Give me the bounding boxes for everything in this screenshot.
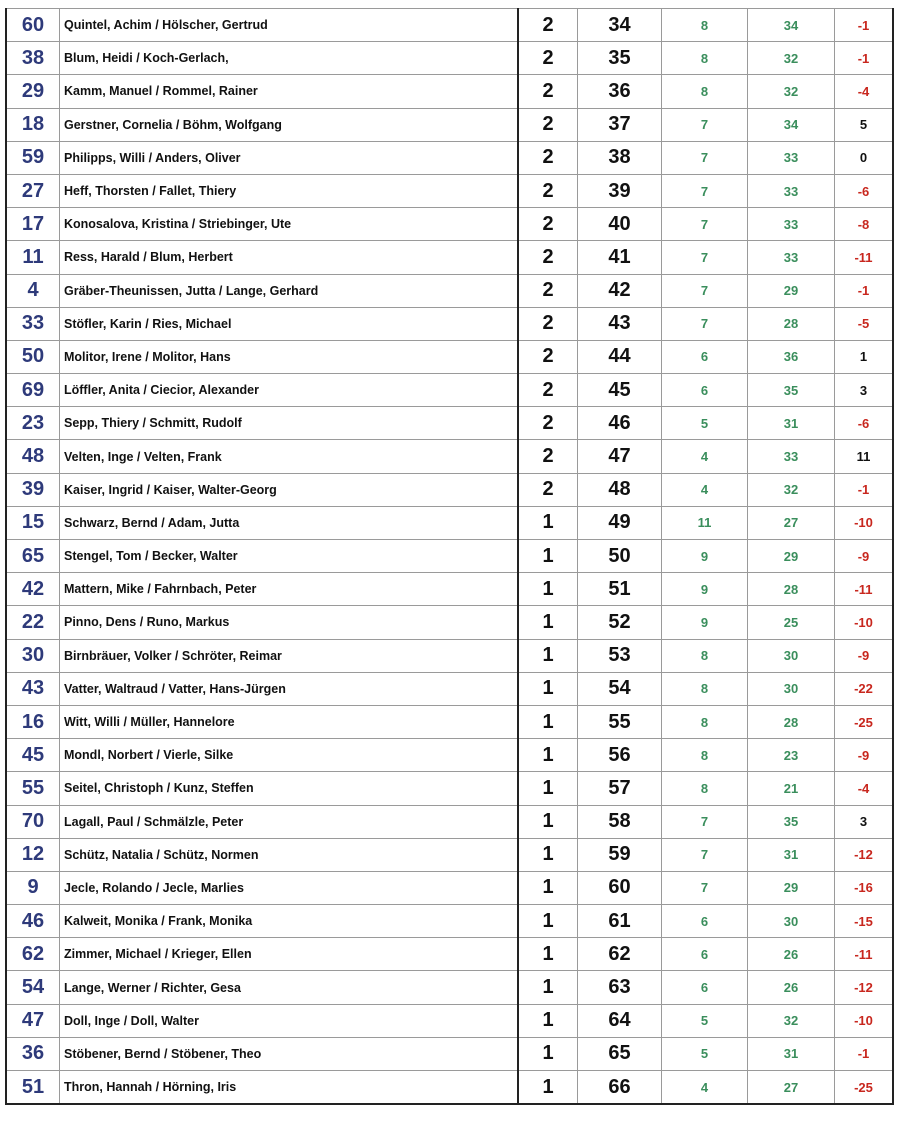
wins-cell: 4 <box>662 473 748 506</box>
score-cell: 27 <box>748 1071 835 1105</box>
score-cell: 30 <box>748 672 835 705</box>
team-number-cell: 11 <box>6 241 60 274</box>
difference-cell: -6 <box>835 407 894 440</box>
score-cell: 36 <box>748 340 835 373</box>
team-names-cell: Kamm, Manuel / Rommel, Rainer <box>60 75 519 108</box>
team-number-cell: 42 <box>6 573 60 606</box>
score-cell: 35 <box>748 374 835 407</box>
table-row <box>6 208 893 241</box>
team-number-cell: 4 <box>6 274 60 307</box>
team-names-cell: Kalweit, Monika / Frank, Monika <box>60 905 519 938</box>
rank-cell: 43 <box>578 307 662 340</box>
table-row <box>6 540 893 573</box>
team-names-cell: Zimmer, Michael / Krieger, Ellen <box>60 938 519 971</box>
score-cell: 29 <box>748 871 835 904</box>
table-row <box>6 506 893 539</box>
score-cell: 32 <box>748 1004 835 1037</box>
difference-cell: -11 <box>835 573 894 606</box>
points-cell: 1 <box>518 506 578 539</box>
rank-cell: 66 <box>578 1071 662 1105</box>
table-row <box>6 1071 893 1105</box>
rank-cell: 39 <box>578 174 662 207</box>
team-names-cell: Schütz, Natalia / Schütz, Normen <box>60 838 519 871</box>
team-names-cell: Lange, Werner / Richter, Gesa <box>60 971 519 1004</box>
results-body <box>6 9 893 1105</box>
team-number-cell: 27 <box>6 174 60 207</box>
difference-cell: -11 <box>835 241 894 274</box>
score-cell: 25 <box>748 606 835 639</box>
score-cell: 34 <box>748 9 835 42</box>
table-row <box>6 9 893 42</box>
rank-cell: 41 <box>578 241 662 274</box>
difference-cell: -4 <box>835 772 894 805</box>
difference-cell: -10 <box>835 506 894 539</box>
table-row <box>6 407 893 440</box>
rank-cell: 64 <box>578 1004 662 1037</box>
difference-cell: 3 <box>835 374 894 407</box>
wins-cell: 7 <box>662 274 748 307</box>
points-cell: 2 <box>518 241 578 274</box>
team-names-cell: Gerstner, Cornelia / Böhm, Wolfgang <box>60 108 519 141</box>
rank-cell: 56 <box>578 739 662 772</box>
results-table <box>5 8 894 1105</box>
team-number-cell: 47 <box>6 1004 60 1037</box>
score-cell: 28 <box>748 705 835 738</box>
team-number-cell: 43 <box>6 672 60 705</box>
table-row <box>6 75 893 108</box>
rank-cell: 40 <box>578 208 662 241</box>
team-number-cell: 22 <box>6 606 60 639</box>
team-names-cell: Mattern, Mike / Fahrnbach, Peter <box>60 573 519 606</box>
table-row <box>6 241 893 274</box>
score-cell: 21 <box>748 772 835 805</box>
difference-cell: -8 <box>835 208 894 241</box>
table-row <box>6 938 893 971</box>
points-cell: 2 <box>518 208 578 241</box>
score-cell: 30 <box>748 639 835 672</box>
table-row <box>6 639 893 672</box>
wins-cell: 8 <box>662 772 748 805</box>
team-number-cell: 59 <box>6 141 60 174</box>
team-names-cell: Molitor, Irene / Molitor, Hans <box>60 340 519 373</box>
wins-cell: 6 <box>662 374 748 407</box>
wins-cell: 5 <box>662 1004 748 1037</box>
team-number-cell: 48 <box>6 440 60 473</box>
team-number-cell: 65 <box>6 540 60 573</box>
difference-cell: -10 <box>835 1004 894 1037</box>
team-number-cell: 60 <box>6 9 60 42</box>
rank-cell: 47 <box>578 440 662 473</box>
team-names-cell: Stöfler, Karin / Ries, Michael <box>60 307 519 340</box>
wins-cell: 7 <box>662 871 748 904</box>
score-cell: 33 <box>748 141 835 174</box>
team-number-cell: 45 <box>6 739 60 772</box>
difference-cell: 1 <box>835 340 894 373</box>
table-row <box>6 374 893 407</box>
score-cell: 27 <box>748 506 835 539</box>
score-cell: 29 <box>748 274 835 307</box>
difference-cell: -22 <box>835 672 894 705</box>
points-cell: 2 <box>518 340 578 373</box>
wins-cell: 7 <box>662 141 748 174</box>
points-cell: 1 <box>518 838 578 871</box>
team-names-cell: Ress, Harald / Blum, Herbert <box>60 241 519 274</box>
wins-cell: 6 <box>662 340 748 373</box>
wins-cell: 5 <box>662 1037 748 1070</box>
difference-cell: -9 <box>835 739 894 772</box>
rank-cell: 45 <box>578 374 662 407</box>
wins-cell: 8 <box>662 705 748 738</box>
team-names-cell: Jecle, Rolando / Jecle, Marlies <box>60 871 519 904</box>
points-cell: 2 <box>518 307 578 340</box>
score-cell: 31 <box>748 1037 835 1070</box>
team-number-cell: 36 <box>6 1037 60 1070</box>
points-cell: 2 <box>518 440 578 473</box>
rank-cell: 34 <box>578 9 662 42</box>
wins-cell: 8 <box>662 42 748 75</box>
difference-cell: -4 <box>835 75 894 108</box>
wins-cell: 7 <box>662 174 748 207</box>
team-names-cell: Stengel, Tom / Becker, Walter <box>60 540 519 573</box>
points-cell: 1 <box>518 772 578 805</box>
team-names-cell: Heff, Thorsten / Fallet, Thiery <box>60 174 519 207</box>
rank-cell: 36 <box>578 75 662 108</box>
rank-cell: 57 <box>578 772 662 805</box>
score-cell: 28 <box>748 307 835 340</box>
rank-cell: 54 <box>578 672 662 705</box>
rank-cell: 65 <box>578 1037 662 1070</box>
table-row <box>6 606 893 639</box>
score-cell: 29 <box>748 540 835 573</box>
table-row <box>6 274 893 307</box>
team-number-cell: 16 <box>6 705 60 738</box>
points-cell: 1 <box>518 1037 578 1070</box>
points-cell: 2 <box>518 42 578 75</box>
table-row <box>6 1004 893 1037</box>
difference-cell: -25 <box>835 1071 894 1105</box>
team-names-cell: Lagall, Paul / Schmälzle, Peter <box>60 805 519 838</box>
team-names-cell: Velten, Inge / Velten, Frank <box>60 440 519 473</box>
team-names-cell: Seitel, Christoph / Kunz, Steffen <box>60 772 519 805</box>
points-cell: 2 <box>518 108 578 141</box>
wins-cell: 7 <box>662 307 748 340</box>
team-number-cell: 9 <box>6 871 60 904</box>
score-cell: 31 <box>748 407 835 440</box>
table-row <box>6 573 893 606</box>
wins-cell: 6 <box>662 905 748 938</box>
team-names-cell: Pinno, Dens / Runo, Markus <box>60 606 519 639</box>
table-row <box>6 672 893 705</box>
table-row <box>6 838 893 871</box>
rank-cell: 50 <box>578 540 662 573</box>
score-cell: 32 <box>748 42 835 75</box>
wins-cell: 9 <box>662 573 748 606</box>
rank-cell: 35 <box>578 42 662 75</box>
difference-cell: -12 <box>835 838 894 871</box>
points-cell: 1 <box>518 540 578 573</box>
points-cell: 1 <box>518 938 578 971</box>
points-cell: 1 <box>518 805 578 838</box>
team-number-cell: 55 <box>6 772 60 805</box>
difference-cell: -10 <box>835 606 894 639</box>
team-number-cell: 33 <box>6 307 60 340</box>
points-cell: 1 <box>518 971 578 1004</box>
score-cell: 33 <box>748 241 835 274</box>
points-cell: 2 <box>518 407 578 440</box>
team-names-cell: Thron, Hannah / Hörning, Iris <box>60 1071 519 1105</box>
score-cell: 33 <box>748 174 835 207</box>
team-number-cell: 12 <box>6 838 60 871</box>
table-row <box>6 473 893 506</box>
team-names-cell: Löffler, Anita / Ciecior, Alexander <box>60 374 519 407</box>
points-cell: 2 <box>518 75 578 108</box>
score-cell: 26 <box>748 938 835 971</box>
wins-cell: 8 <box>662 9 748 42</box>
team-number-cell: 15 <box>6 506 60 539</box>
points-cell: 1 <box>518 705 578 738</box>
table-row <box>6 42 893 75</box>
difference-cell: -1 <box>835 473 894 506</box>
table-row <box>6 971 893 1004</box>
table-row <box>6 739 893 772</box>
team-names-cell: Stöbener, Bernd / Stöbener, Theo <box>60 1037 519 1070</box>
table-row <box>6 705 893 738</box>
team-names-cell: Blum, Heidi / Koch-Gerlach, <box>60 42 519 75</box>
rank-cell: 61 <box>578 905 662 938</box>
difference-cell: -1 <box>835 42 894 75</box>
wins-cell: 11 <box>662 506 748 539</box>
table-row <box>6 141 893 174</box>
table-row <box>6 440 893 473</box>
score-cell: 33 <box>748 208 835 241</box>
difference-cell: -15 <box>835 905 894 938</box>
points-cell: 1 <box>518 606 578 639</box>
points-cell: 1 <box>518 672 578 705</box>
team-number-cell: 54 <box>6 971 60 1004</box>
wins-cell: 7 <box>662 241 748 274</box>
wins-cell: 6 <box>662 971 748 1004</box>
team-names-cell: Quintel, Achim / Hölscher, Gertrud <box>60 9 519 42</box>
team-names-cell: Birnbräuer, Volker / Schröter, Reimar <box>60 639 519 672</box>
team-number-cell: 39 <box>6 473 60 506</box>
wins-cell: 7 <box>662 838 748 871</box>
difference-cell: -5 <box>835 307 894 340</box>
rank-cell: 52 <box>578 606 662 639</box>
rank-cell: 58 <box>578 805 662 838</box>
rank-cell: 53 <box>578 639 662 672</box>
wins-cell: 5 <box>662 407 748 440</box>
team-names-cell: Mondl, Norbert / Vierle, Silke <box>60 739 519 772</box>
difference-cell: -1 <box>835 274 894 307</box>
points-cell: 2 <box>518 9 578 42</box>
team-names-cell: Kaiser, Ingrid / Kaiser, Walter-Georg <box>60 473 519 506</box>
team-names-cell: Witt, Willi / Müller, Hannelore <box>60 705 519 738</box>
points-cell: 1 <box>518 639 578 672</box>
difference-cell: 11 <box>835 440 894 473</box>
difference-cell: 5 <box>835 108 894 141</box>
team-number-cell: 51 <box>6 1071 60 1105</box>
team-number-cell: 29 <box>6 75 60 108</box>
wins-cell: 7 <box>662 805 748 838</box>
rank-cell: 48 <box>578 473 662 506</box>
rank-cell: 42 <box>578 274 662 307</box>
wins-cell: 8 <box>662 672 748 705</box>
team-number-cell: 69 <box>6 374 60 407</box>
difference-cell: -11 <box>835 938 894 971</box>
rank-cell: 37 <box>578 108 662 141</box>
team-number-cell: 30 <box>6 639 60 672</box>
team-names-cell: Vatter, Waltraud / Vatter, Hans-Jürgen <box>60 672 519 705</box>
wins-cell: 6 <box>662 938 748 971</box>
team-number-cell: 70 <box>6 805 60 838</box>
wins-cell: 8 <box>662 639 748 672</box>
wins-cell: 9 <box>662 606 748 639</box>
rank-cell: 60 <box>578 871 662 904</box>
table-row <box>6 1037 893 1070</box>
rank-cell: 46 <box>578 407 662 440</box>
rank-cell: 38 <box>578 141 662 174</box>
team-number-cell: 50 <box>6 340 60 373</box>
points-cell: 2 <box>518 141 578 174</box>
score-cell: 23 <box>748 739 835 772</box>
table-row <box>6 108 893 141</box>
difference-cell: 0 <box>835 141 894 174</box>
rank-cell: 44 <box>578 340 662 373</box>
difference-cell: -16 <box>835 871 894 904</box>
points-cell: 1 <box>518 1071 578 1105</box>
table-row <box>6 871 893 904</box>
table-row <box>6 772 893 805</box>
score-cell: 32 <box>748 75 835 108</box>
score-cell: 35 <box>748 805 835 838</box>
team-number-cell: 23 <box>6 407 60 440</box>
points-cell: 1 <box>518 739 578 772</box>
rank-cell: 49 <box>578 506 662 539</box>
wins-cell: 7 <box>662 208 748 241</box>
wins-cell: 8 <box>662 75 748 108</box>
team-names-cell: Gräber-Theunissen, Jutta / Lange, Gerhard <box>60 274 519 307</box>
difference-cell: -9 <box>835 540 894 573</box>
difference-cell: 3 <box>835 805 894 838</box>
points-cell: 1 <box>518 1004 578 1037</box>
team-number-cell: 46 <box>6 905 60 938</box>
score-cell: 34 <box>748 108 835 141</box>
table-row <box>6 340 893 373</box>
team-names-cell: Konosalova, Kristina / Striebinger, Ute <box>60 208 519 241</box>
rank-cell: 55 <box>578 705 662 738</box>
difference-cell: -1 <box>835 9 894 42</box>
points-cell: 1 <box>518 905 578 938</box>
table-row <box>6 805 893 838</box>
difference-cell: -6 <box>835 174 894 207</box>
rank-cell: 62 <box>578 938 662 971</box>
score-cell: 32 <box>748 473 835 506</box>
wins-cell: 8 <box>662 739 748 772</box>
wins-cell: 4 <box>662 1071 748 1105</box>
score-cell: 31 <box>748 838 835 871</box>
score-cell: 28 <box>748 573 835 606</box>
difference-cell: -9 <box>835 639 894 672</box>
score-cell: 26 <box>748 971 835 1004</box>
score-cell: 33 <box>748 440 835 473</box>
team-number-cell: 17 <box>6 208 60 241</box>
points-cell: 2 <box>518 174 578 207</box>
rank-cell: 59 <box>578 838 662 871</box>
wins-cell: 7 <box>662 108 748 141</box>
team-number-cell: 62 <box>6 938 60 971</box>
difference-cell: -1 <box>835 1037 894 1070</box>
table-row <box>6 307 893 340</box>
team-names-cell: Schwarz, Bernd / Adam, Jutta <box>60 506 519 539</box>
table-row <box>6 905 893 938</box>
score-cell: 30 <box>748 905 835 938</box>
points-cell: 1 <box>518 871 578 904</box>
team-names-cell: Sepp, Thiery / Schmitt, Rudolf <box>60 407 519 440</box>
team-number-cell: 18 <box>6 108 60 141</box>
difference-cell: -25 <box>835 705 894 738</box>
team-names-cell: Doll, Inge / Doll, Walter <box>60 1004 519 1037</box>
points-cell: 2 <box>518 274 578 307</box>
points-cell: 2 <box>518 374 578 407</box>
points-cell: 1 <box>518 573 578 606</box>
difference-cell: -12 <box>835 971 894 1004</box>
rank-cell: 51 <box>578 573 662 606</box>
table-row <box>6 174 893 207</box>
team-names-cell: Philipps, Willi / Anders, Oliver <box>60 141 519 174</box>
wins-cell: 4 <box>662 440 748 473</box>
rank-cell: 63 <box>578 971 662 1004</box>
team-number-cell: 38 <box>6 42 60 75</box>
points-cell: 2 <box>518 473 578 506</box>
wins-cell: 9 <box>662 540 748 573</box>
